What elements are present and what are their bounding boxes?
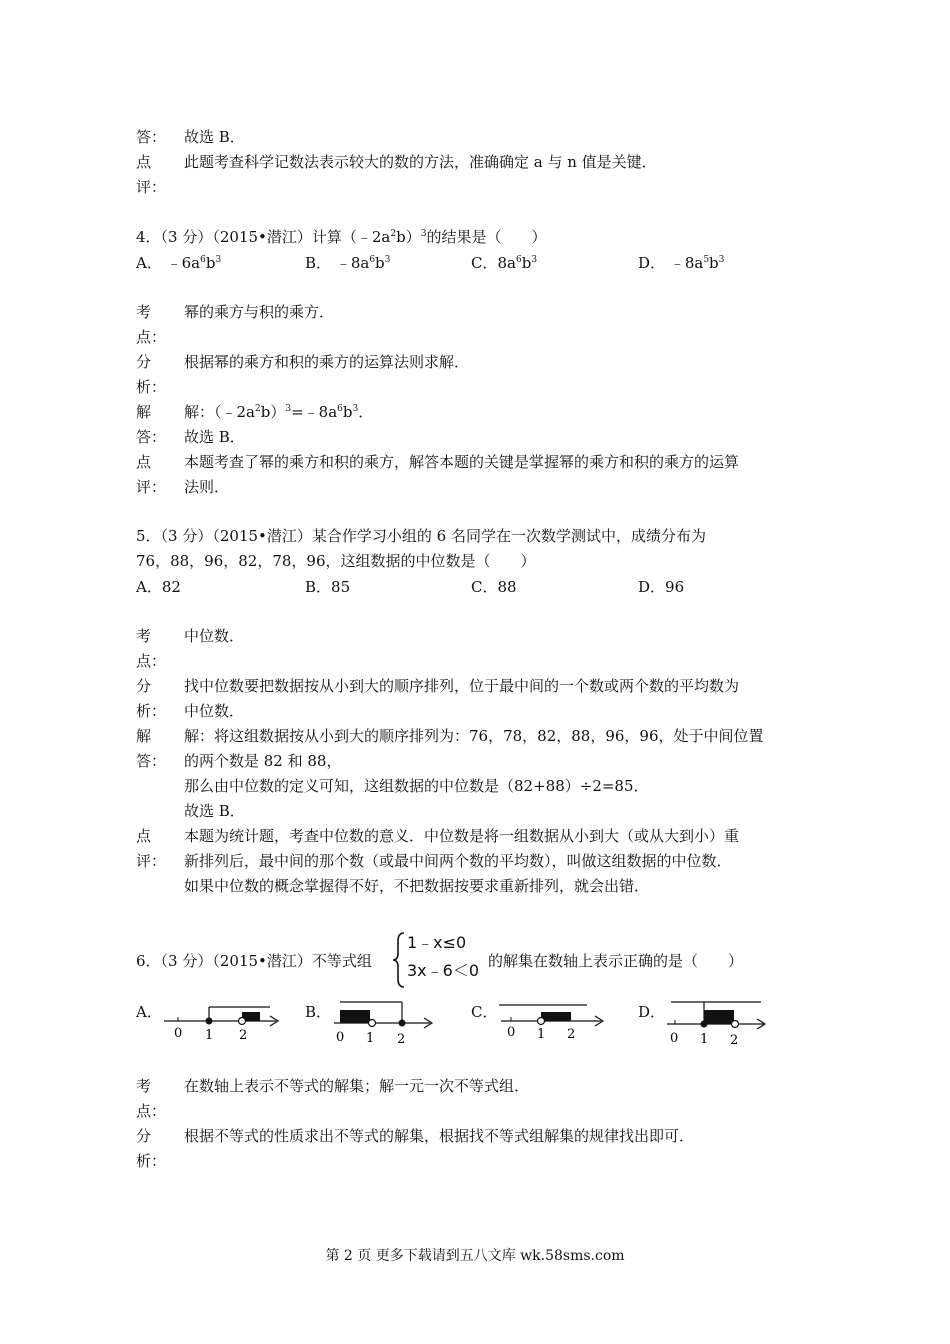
dianping-label: 点 bbox=[136, 827, 152, 845]
fenxi-text: 根据不等式的性质求出不等式的解集，根据找不等式组解集的规律找出即可． bbox=[184, 1127, 695, 1145]
tick-label: 1 bbox=[366, 1031, 375, 1046]
tick-label: 0 bbox=[336, 1030, 345, 1045]
kaodian-text: 在数轴上表示不等式的解集；解一元一次不等式组． bbox=[184, 1077, 530, 1095]
fenxi-label: 分 bbox=[136, 677, 152, 695]
dianping-label: 点 bbox=[136, 453, 152, 471]
page-footer: 第 2 页 更多下载请到五八文库 wk.58sms.com bbox=[325, 1248, 625, 1264]
dianping-text: 新排列后，最中间的那个数（或最中间两个数的平均数），叫做这组数据的中位数． bbox=[184, 852, 732, 870]
q4-option-a: A． $﹣6a^6b^3$ bbox=[136, 254, 222, 272]
review-text: 此题考查科学记数法表示较大的数的方法，准确确定 a 与 n 值是关键． bbox=[184, 153, 657, 171]
jieda-text: 故选 B． bbox=[184, 428, 245, 446]
q6-option-b: B． bbox=[305, 1003, 332, 1021]
kaodian-label: 点： bbox=[136, 328, 167, 346]
q4-stem: 4．（3 分）（2015•潜江）计算$(﹣2a^2b)^3$的结果是（ ） bbox=[136, 228, 547, 246]
q4-option-c: C．$8a^6b^3$ bbox=[471, 254, 538, 272]
tick-label: 2 bbox=[567, 1027, 576, 1042]
dianping-text: 如果中位数的概念掌握得不好，不把数据按要求重新排列，就会出错． bbox=[184, 877, 650, 895]
kaodian-text: 中位数． bbox=[184, 627, 245, 645]
answer-label: 答： bbox=[136, 128, 167, 146]
tick-label: 1 bbox=[205, 1028, 214, 1043]
jieda-label: 答： bbox=[136, 428, 167, 446]
brace-icon bbox=[392, 931, 406, 989]
fenxi-label: 析： bbox=[136, 702, 167, 720]
tick-label: 2 bbox=[730, 1033, 739, 1046]
q5-option-d: D．96 bbox=[638, 578, 685, 596]
fenxi-label: 析： bbox=[136, 378, 167, 396]
dianping-text: 法则． bbox=[184, 478, 230, 496]
kaodian-text: 幂的乘方与积的乘方． bbox=[184, 303, 335, 321]
jieda-text: 故选 B． bbox=[184, 802, 245, 820]
dianping-text: 本题为统计题，考查中位数的意义．中位数是将一组数据从小到大（或从大到小）重 bbox=[184, 827, 740, 845]
q6-option-d: D． bbox=[638, 1003, 666, 1021]
tick-label: 1 bbox=[537, 1027, 546, 1042]
q5-option-c: C．88 bbox=[471, 578, 517, 596]
q5-stem: 76，88，96，82，78，96，这组数据的中位数是（ ） bbox=[136, 552, 536, 570]
q4-option-b: B． $﹣8a^6b^3$ bbox=[305, 254, 391, 272]
tick-label: 0 bbox=[174, 1026, 183, 1041]
number-line-d bbox=[663, 998, 773, 1046]
review-label: 评： bbox=[136, 178, 167, 196]
jieda-text: 解：$(﹣2a^2b)^3=﹣8a^6b^3$． bbox=[184, 403, 374, 421]
kaodian-label: 考 bbox=[136, 303, 152, 321]
dianping-text: 本题考查了幂的乘方和积的乘方，解答本题的关键是掌握幂的乘方和积的乘方的运算 bbox=[184, 453, 740, 471]
number-line-b bbox=[330, 998, 440, 1046]
tick-label: 0 bbox=[670, 1031, 679, 1046]
jieda-label: 解 bbox=[136, 727, 152, 745]
jieda-label: 解 bbox=[136, 403, 152, 421]
jieda-text: 解：将这组数据按从小到大的顺序排列为：76，78，82，88，96，96，处于中间位置 bbox=[184, 727, 764, 745]
answer-text: 故选 B． bbox=[184, 128, 245, 146]
kaodian-label: 考 bbox=[136, 627, 152, 645]
kaodian-label: 点： bbox=[136, 1102, 167, 1120]
fenxi-label: 分 bbox=[136, 1127, 152, 1145]
number-line-a bbox=[160, 1000, 285, 1046]
tick-label: 1 bbox=[700, 1032, 709, 1046]
fenxi-label: 分 bbox=[136, 353, 152, 371]
kaodian-label: 点： bbox=[136, 652, 167, 670]
fenxi-text: 根据幂的乘方和积的乘方的运算法则求解． bbox=[184, 353, 470, 371]
fenxi-text: 找中位数要把数据按从小到大的顺序排列，位于最中间的一个数或两个数的平均数为 bbox=[184, 677, 740, 695]
q5-stem: 5．（3 分）（2015•潜江）某合作学习小组的 6 名同学在一次数学测试中，成绩分布为 bbox=[136, 527, 706, 545]
tick-label: 2 bbox=[239, 1028, 248, 1043]
jieda-text: 的两个数是 82 和 88， bbox=[184, 752, 342, 770]
dianping-label: 评： bbox=[136, 852, 167, 870]
jieda-text: 那么由中位数的定义可知，这组数据的中位数是（82+88）÷2=85． bbox=[184, 777, 649, 795]
tick-label: 0 bbox=[507, 1025, 516, 1040]
dianping-label: 评： bbox=[136, 478, 167, 496]
number-line-c bbox=[497, 998, 609, 1044]
q6-option-a: A． bbox=[136, 1003, 162, 1021]
inequality-1: 1﹣x≤0 bbox=[407, 933, 467, 952]
q5-option-b: B．85 bbox=[305, 578, 351, 596]
tick-label: 2 bbox=[397, 1032, 406, 1046]
q4-option-d: D． $﹣8a^5b^3$ bbox=[638, 254, 725, 272]
jieda-label: 答： bbox=[136, 752, 167, 770]
fenxi-text: 中位数． bbox=[184, 702, 245, 720]
q5-option-a: A．82 bbox=[136, 578, 181, 596]
q6-stem-suffix: 的解集在数轴上表示正确的是（ ） bbox=[488, 952, 744, 970]
kaodian-label: 考 bbox=[136, 1077, 152, 1095]
q6-stem-prefix: 6．（3 分）（2015•潜江）不等式组 bbox=[136, 952, 372, 970]
inequality-2: 3x﹣6＜0 bbox=[407, 961, 480, 980]
review-label: 点 bbox=[136, 153, 152, 171]
q6-option-c: C． bbox=[471, 1003, 498, 1021]
fenxi-label: 析： bbox=[136, 1152, 167, 1170]
